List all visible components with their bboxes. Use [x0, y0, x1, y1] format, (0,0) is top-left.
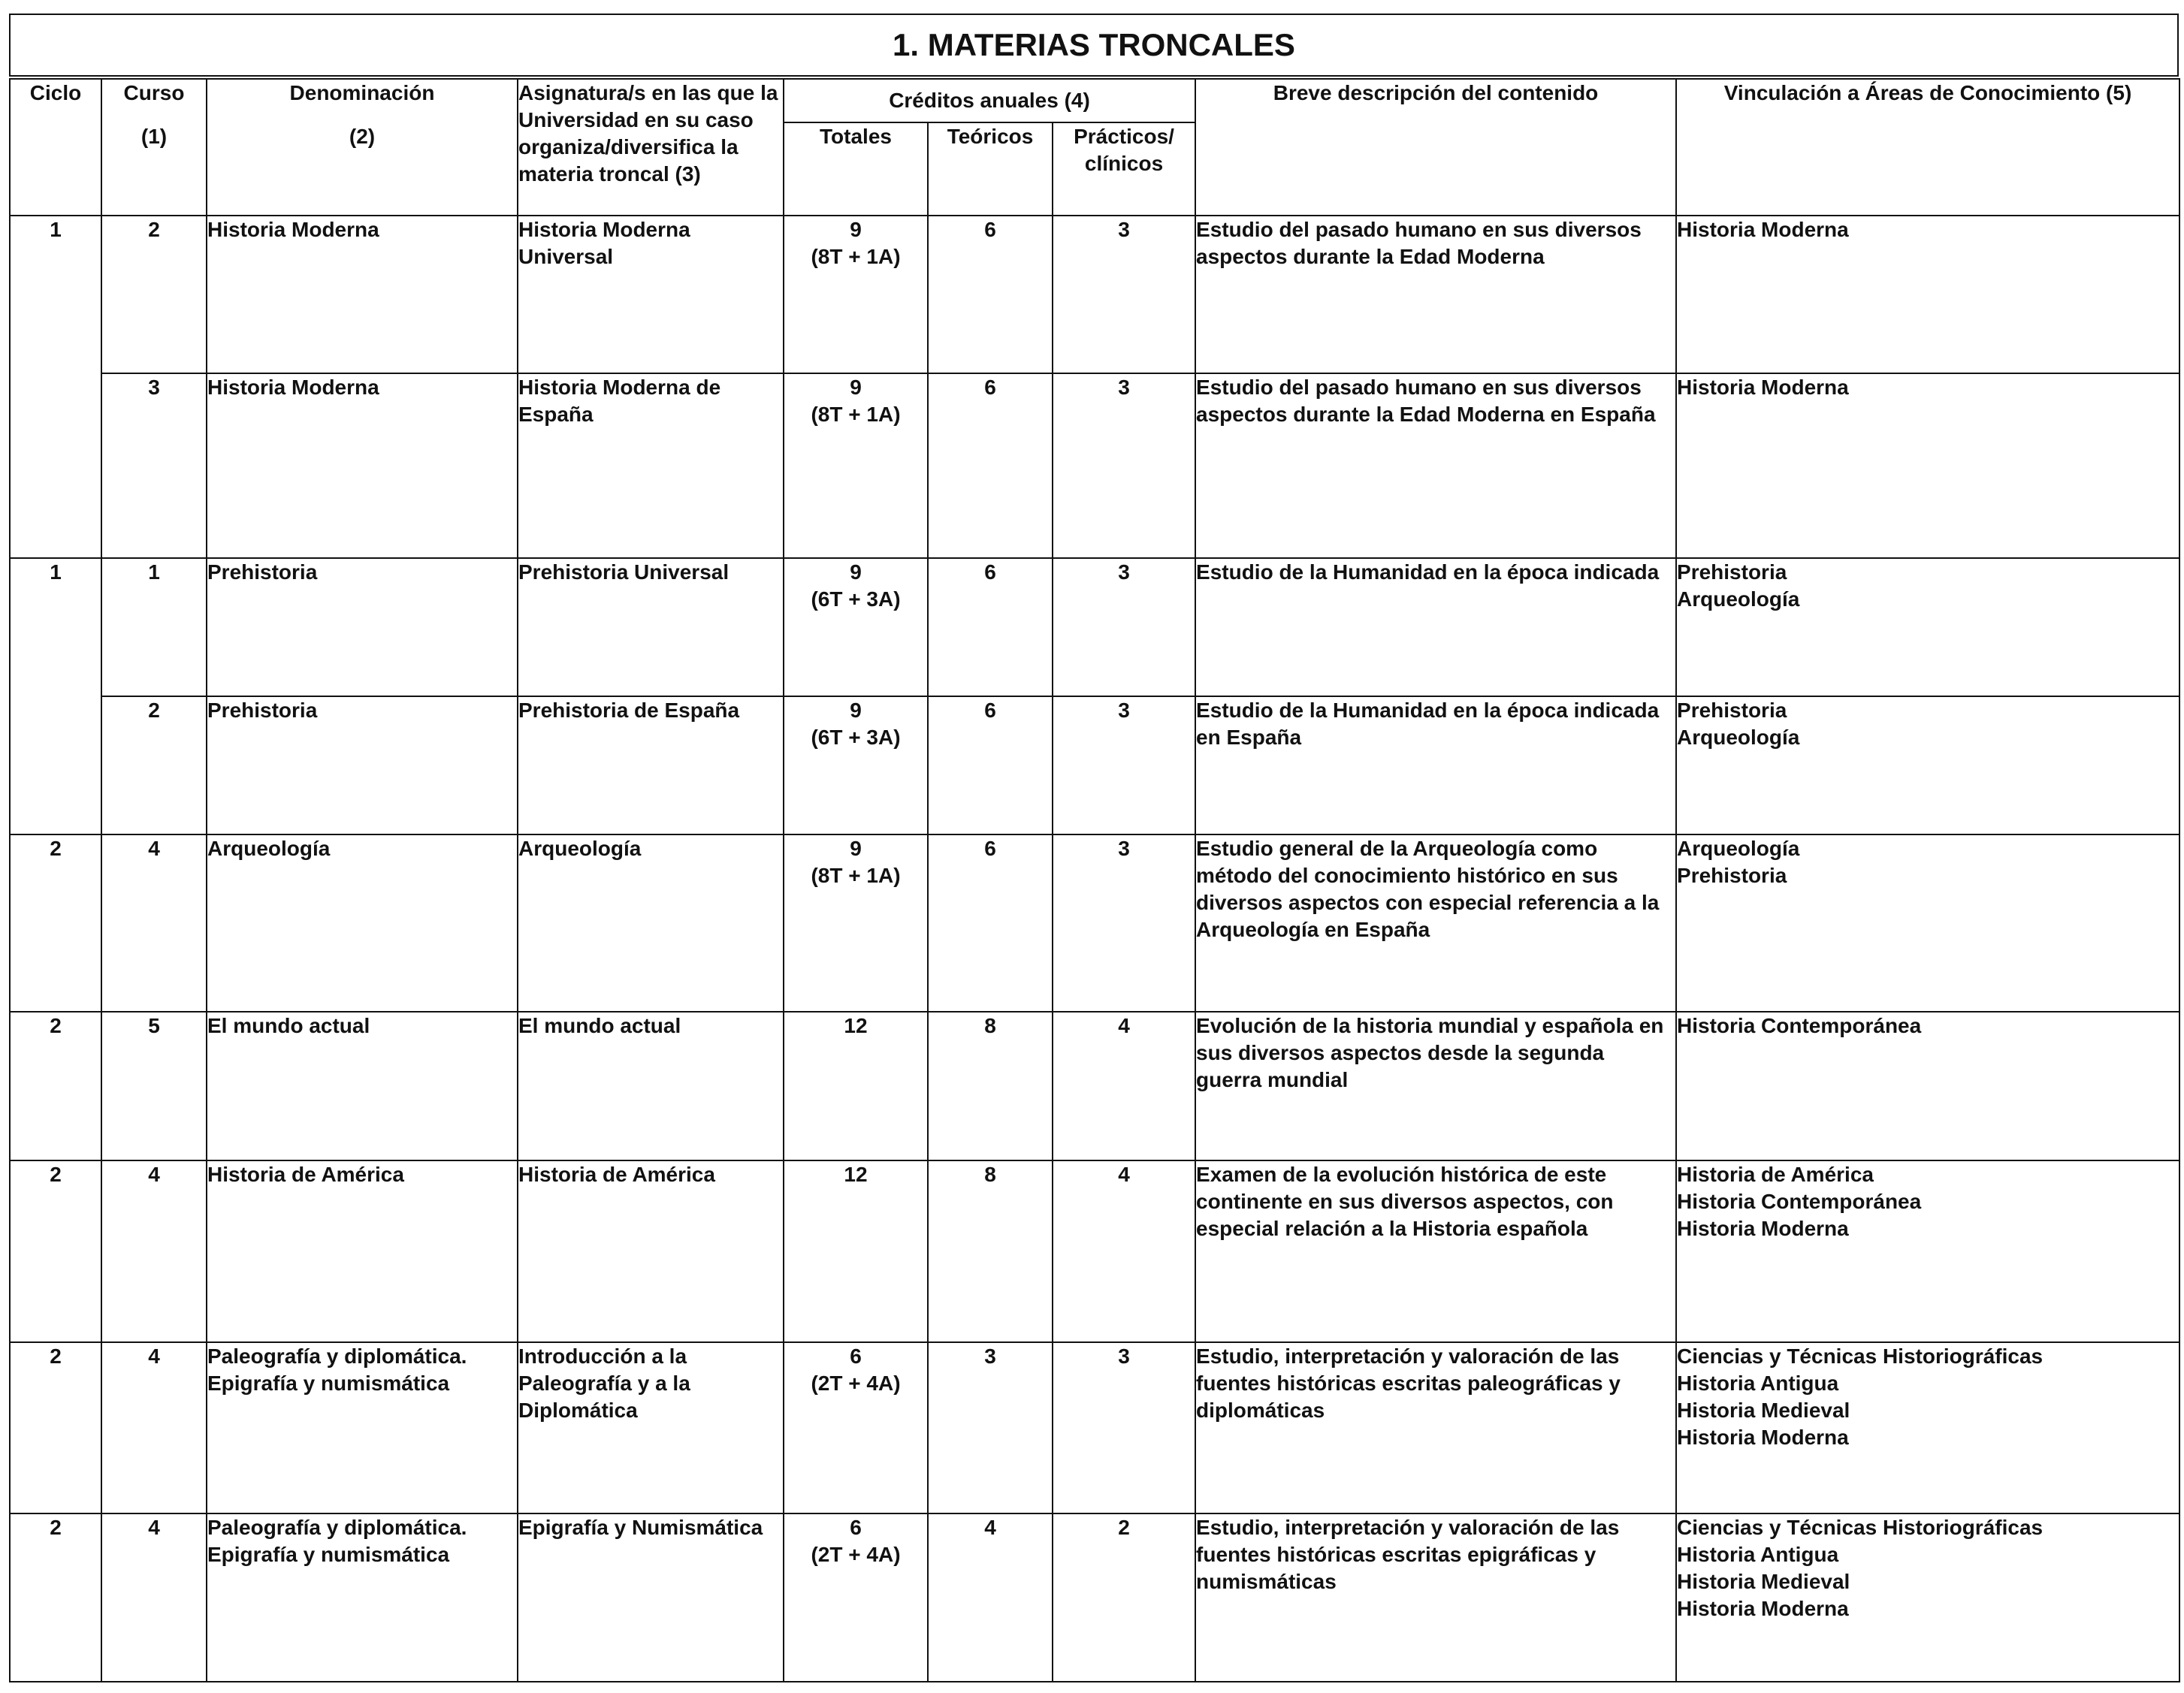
table-row	[10, 558, 2179, 696]
totales-value: 9	[850, 837, 862, 860]
cell-teoricos: 8	[928, 1012, 1053, 1160]
cell-curso: 1	[101, 558, 207, 696]
cell-ciclo: 1	[10, 558, 101, 834]
table-row	[10, 834, 2179, 1012]
cell-practicos: 3	[1053, 1342, 1195, 1513]
cell-descripcion: Estudio general de la Arqueología como método del conocimiento histórico en sus diversos aspectos con especial referencia a la Arqueología en España	[1195, 834, 1676, 1012]
cell-asignatura: Arqueología	[518, 834, 784, 1012]
area-item: Historia Moderna	[1677, 1597, 1849, 1620]
totales-value: 9	[850, 376, 862, 399]
header-curso: Curso (1)	[101, 79, 207, 216]
cell-vinculacion	[1676, 558, 2179, 696]
cell-practicos: 4	[1053, 1160, 1195, 1342]
cell-denominacion: Arqueología	[207, 834, 518, 1012]
cell-descripcion: Estudio, interpretación y valoración de las fuentes históricas escritas epigráficas y numismáticas	[1195, 1513, 1676, 1682]
cell-vinculacion	[1676, 1513, 2179, 1682]
cell-totales	[784, 834, 928, 1012]
cell-asignatura: Prehistoria de España	[518, 696, 784, 834]
troncales-table	[9, 78, 2180, 1682]
area-item: Historia Antigua	[1677, 1543, 1839, 1566]
cell-descripcion: Estudio, interpretación y valoración de las fuentes históricas escritas paleográficas y diplomáticas	[1195, 1342, 1676, 1513]
cell-denominacion: El mundo actual	[207, 1012, 518, 1160]
cell-curso: 2	[101, 216, 207, 373]
cell-teoricos: 6	[928, 558, 1053, 696]
area-item: Arqueología	[1677, 837, 1800, 860]
cell-practicos: 2	[1053, 1513, 1195, 1682]
cell-descripcion: Examen de la evolución histórica de este continente en sus diversos aspectos, con especial relación a la Historia española	[1195, 1160, 1676, 1342]
cell-asignatura: Historia Moderna de España	[518, 373, 784, 558]
cell-curso: 5	[101, 1012, 207, 1160]
totales-detail: (6T + 3A)	[811, 587, 901, 611]
document-page	[9, 14, 2180, 1682]
totales-detail: (8T + 1A)	[811, 864, 901, 887]
area-item: Historia Contemporánea	[1677, 1190, 1922, 1213]
cell-ciclo: 2	[10, 834, 101, 1012]
area-item: Historia Moderna	[1677, 376, 1849, 399]
cell-vinculacion	[1676, 216, 2179, 373]
cell-totales	[784, 558, 928, 696]
cell-asignatura: Prehistoria Universal	[518, 558, 784, 696]
cell-totales	[784, 1160, 928, 1342]
cell-descripcion: Estudio del pasado humano en sus diversos aspectos durante la Edad Moderna	[1195, 216, 1676, 373]
cell-teoricos: 4	[928, 1513, 1053, 1682]
header-totales: Totales	[784, 122, 928, 216]
area-item: Historia Contemporánea	[1677, 1014, 1922, 1037]
totales-value: 9	[850, 699, 862, 722]
cell-teoricos: 3	[928, 1342, 1053, 1513]
totales-detail: (2T + 4A)	[811, 1372, 901, 1395]
table-row	[10, 1342, 2179, 1513]
cell-asignatura: Historia de América	[518, 1160, 784, 1342]
header-asignatura: Asignatura/s en las que la Universidad en su caso organiza/diversifica la materia troncal (3)	[518, 79, 784, 216]
cell-vinculacion	[1676, 696, 2179, 834]
header-denominacion: Denominación (2)	[207, 79, 518, 216]
area-item: Arqueología	[1677, 726, 1800, 749]
cell-curso: 4	[101, 1513, 207, 1682]
cell-totales	[784, 1342, 928, 1513]
cell-vinculacion	[1676, 1160, 2179, 1342]
cell-curso: 2	[101, 696, 207, 834]
cell-curso: 4	[101, 834, 207, 1012]
area-item: Prehistoria	[1677, 699, 1787, 722]
cell-teoricos: 6	[928, 696, 1053, 834]
table-row	[10, 373, 2179, 558]
header-descripcion: Breve descripción del contenido	[1195, 79, 1676, 216]
cell-curso: 4	[101, 1342, 207, 1513]
cell-practicos: 3	[1053, 216, 1195, 373]
cell-ciclo: 2	[10, 1513, 101, 1682]
totales-detail: (8T + 1A)	[811, 245, 901, 268]
cell-descripcion: Estudio del pasado humano en sus diversos aspectos durante la Edad Moderna en España	[1195, 373, 1676, 558]
cell-practicos: 3	[1053, 558, 1195, 696]
cell-descripcion: Evolución de la historia mundial y española en sus diversos aspectos desde la segunda guerra mundial	[1195, 1012, 1676, 1160]
cell-descripcion: Estudio de la Humanidad en la época indicada en España	[1195, 696, 1676, 834]
area-item: Historia Medieval	[1677, 1570, 1850, 1593]
totales-detail: (6T + 3A)	[811, 726, 901, 749]
cell-asignatura: Introducción a la Paleografía y a la Diplomática	[518, 1342, 784, 1513]
cell-denominacion: Paleografía y diplomática. Epigrafía y numismática	[207, 1342, 518, 1513]
cell-teoricos: 8	[928, 1160, 1053, 1342]
area-item: Historia Antigua	[1677, 1372, 1839, 1395]
cell-teoricos: 6	[928, 216, 1053, 373]
cell-curso: 4	[101, 1160, 207, 1342]
cell-ciclo: 2	[10, 1012, 101, 1160]
cell-totales	[784, 373, 928, 558]
totales-value: 6	[850, 1516, 862, 1539]
cell-denominacion: Historia Moderna	[207, 216, 518, 373]
cell-practicos: 3	[1053, 834, 1195, 1012]
cell-denominacion: Historia Moderna	[207, 373, 518, 558]
cell-asignatura: Epigrafía y Numismática	[518, 1513, 784, 1682]
cell-asignatura: El mundo actual	[518, 1012, 784, 1160]
table-row	[10, 1012, 2179, 1160]
area-item: Historia Moderna	[1677, 218, 1849, 241]
cell-ciclo: 2	[10, 1342, 101, 1513]
cell-curso: 3	[101, 373, 207, 558]
cell-practicos: 4	[1053, 1012, 1195, 1160]
page-title: 1. MATERIAS TRONCALES	[9, 14, 2179, 77]
cell-practicos: 3	[1053, 373, 1195, 558]
totales-value: 12	[844, 1163, 868, 1186]
cell-vinculacion	[1676, 373, 2179, 558]
header-teoricos: Teóricos	[928, 122, 1053, 216]
totales-value: 9	[850, 218, 862, 241]
cell-totales	[784, 696, 928, 834]
cell-teoricos: 6	[928, 373, 1053, 558]
area-item: Historia Medieval	[1677, 1399, 1850, 1422]
cell-vinculacion	[1676, 1342, 2179, 1513]
totales-detail: (8T + 1A)	[811, 403, 901, 426]
header-creditos: Créditos anuales (4)	[784, 79, 1195, 122]
area-item: Prehistoria	[1677, 864, 1787, 887]
cell-teoricos: 6	[928, 834, 1053, 1012]
cell-asignatura: Historia Moderna Universal	[518, 216, 784, 373]
cell-denominacion: Historia de América	[207, 1160, 518, 1342]
table-row	[10, 216, 2179, 373]
area-item: Ciencias y Técnicas Historiográficas	[1677, 1516, 2044, 1539]
header-vinculacion: Vinculación a Áreas de Conocimiento (5)	[1676, 79, 2179, 216]
cell-practicos: 3	[1053, 696, 1195, 834]
table-row	[10, 1160, 2179, 1342]
header-ciclo: Ciclo	[10, 79, 101, 216]
area-item: Historia Moderna	[1677, 1426, 1849, 1449]
cell-descripcion: Estudio de la Humanidad en la época indicada	[1195, 558, 1676, 696]
header-practicos: Prácticos/ clínicos	[1053, 122, 1195, 216]
totales-value: 12	[844, 1014, 868, 1037]
totales-value: 9	[850, 560, 862, 584]
totales-detail: (2T + 4A)	[811, 1543, 901, 1566]
cell-denominacion: Prehistoria	[207, 558, 518, 696]
cell-ciclo: 1	[10, 216, 101, 558]
area-item: Ciencias y Técnicas Historiográficas	[1677, 1344, 2044, 1368]
cell-vinculacion	[1676, 834, 2179, 1012]
cell-ciclo: 2	[10, 1160, 101, 1342]
cell-totales	[784, 1012, 928, 1160]
cell-totales	[784, 1513, 928, 1682]
cell-denominacion: Paleografía y diplomática. Epigrafía y numismática	[207, 1513, 518, 1682]
cell-totales	[784, 216, 928, 373]
area-item: Historia de América	[1677, 1163, 1874, 1186]
cell-vinculacion	[1676, 1012, 2179, 1160]
totales-value: 6	[850, 1344, 862, 1368]
area-item: Prehistoria	[1677, 560, 1787, 584]
area-item: Arqueología	[1677, 587, 1800, 611]
area-item: Historia Moderna	[1677, 1217, 1849, 1240]
table-row	[10, 1513, 2179, 1682]
table-row	[10, 696, 2179, 834]
cell-denominacion: Prehistoria	[207, 696, 518, 834]
